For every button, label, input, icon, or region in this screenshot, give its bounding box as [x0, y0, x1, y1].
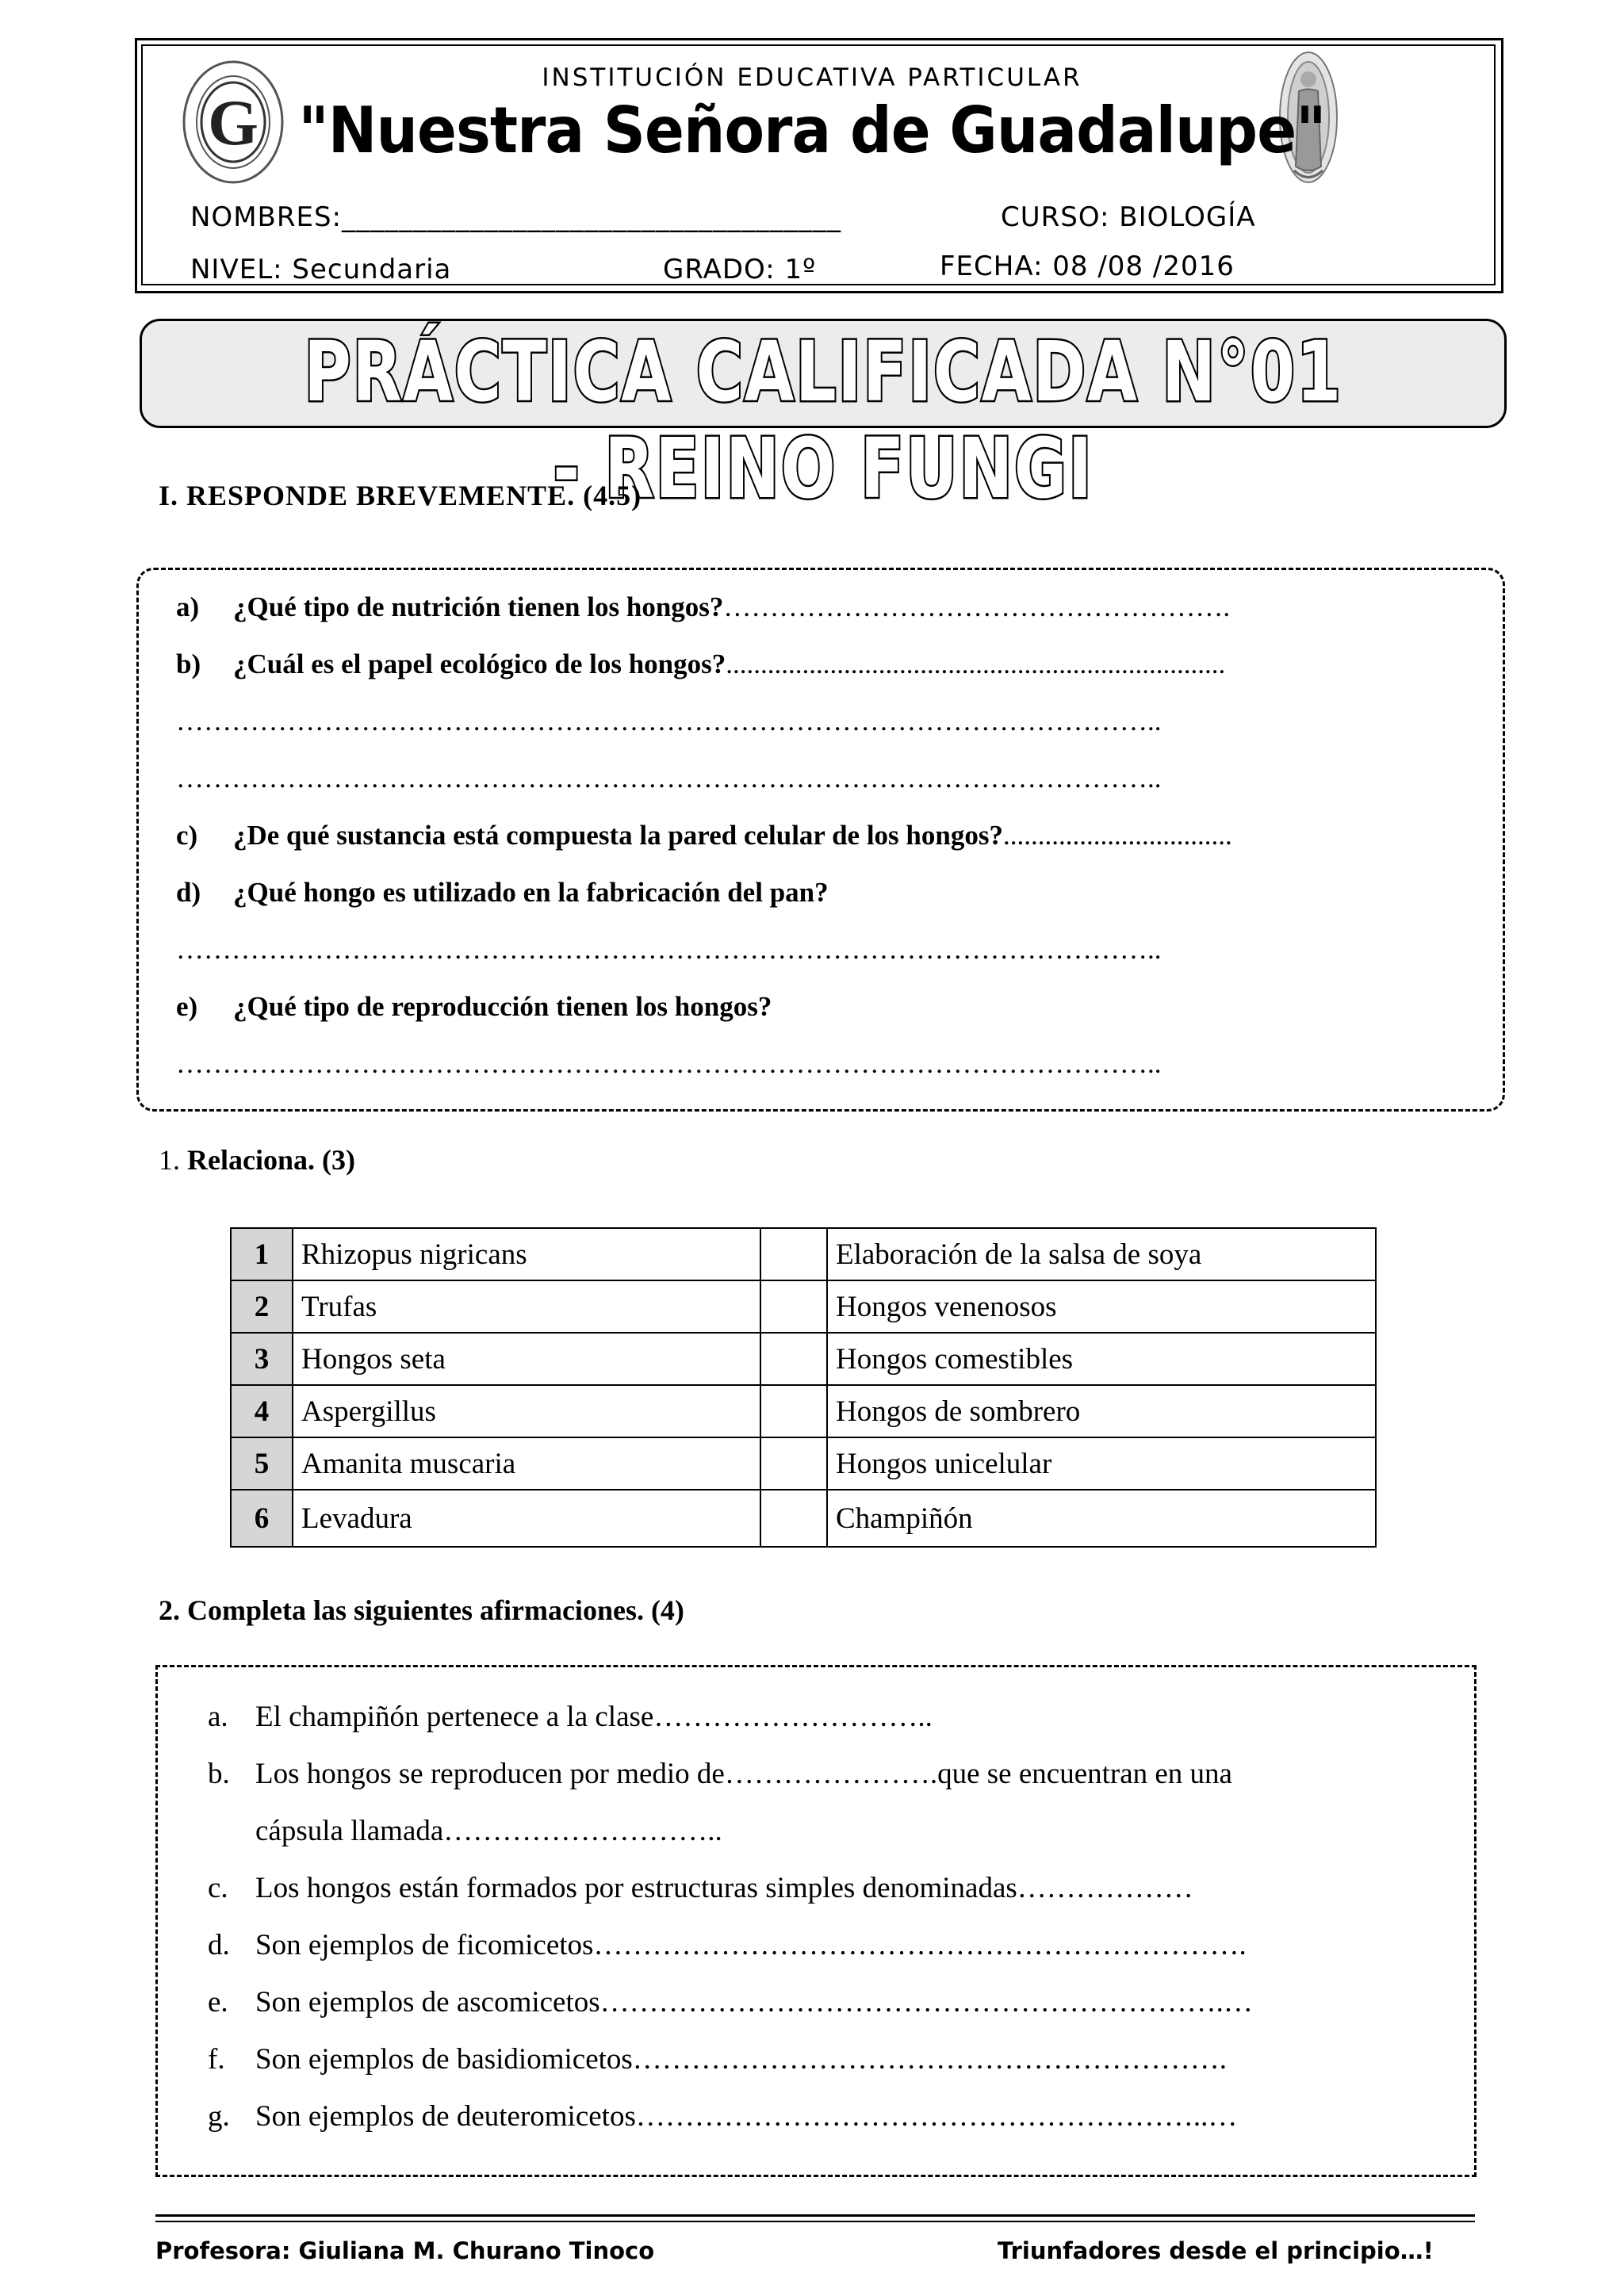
- row-number: 5: [231, 1437, 293, 1490]
- question-c-text: ¿De qué sustancia está compuesta la pared celular de los hongos?: [233, 820, 1003, 851]
- question-c-dots: .................................: [1002, 820, 1232, 851]
- question-e-text: ¿Qué tipo de reproducción tienen los hongos?: [233, 991, 772, 1022]
- matching-table: [230, 1227, 1377, 1548]
- question-a-dots: ……………………………………………….: [723, 591, 1231, 622]
- question-a-text: ¿Qué tipo de nutrición tienen los hongos?: [233, 591, 724, 622]
- school-name-text: "Nuestra Señora de Guadalupe": [298, 94, 1326, 167]
- left-term: Rhizopus nigricans: [293, 1228, 760, 1280]
- item-e-text: Son ejemplos de ascomicetos……………………………………………………….…: [255, 1986, 1253, 2019]
- institution-line: INSTITUCIÓN EDUCATIVA PARTICULAR: [542, 63, 1082, 92]
- answer-line: ……………………………………………………………………………………………..: [176, 1048, 1162, 1079]
- grado-label: GRADO:: [663, 254, 776, 285]
- table-row: [231, 1333, 1376, 1385]
- answer-cell[interactable]: [760, 1437, 827, 1490]
- question-c-marker: c): [176, 820, 198, 851]
- table-row: [231, 1228, 1376, 1280]
- page-title: PRÁCTICA CALIFICADA N°01 - REINO FUNGI: [304, 323, 1342, 517]
- table-row: [231, 1280, 1376, 1333]
- answer-cell[interactable]: [760, 1228, 827, 1280]
- right-term: Elaboración de la salsa de soya: [827, 1228, 1376, 1280]
- left-term: Aspergillus: [293, 1385, 760, 1437]
- curso-value: BIOLOGÍA: [1119, 201, 1256, 233]
- question-b: [233, 649, 1225, 680]
- row-number: 3: [231, 1333, 293, 1385]
- grado-value: 1º: [784, 254, 817, 285]
- curso-field: [1001, 201, 1256, 233]
- item-c-text: Los hongos están formados por estructuras simples denominadas………………: [255, 1872, 1193, 1904]
- section2-number: 1.: [159, 1144, 180, 1176]
- item-d-marker: d.: [208, 1929, 230, 1961]
- logo-letter: G: [208, 86, 259, 159]
- question-c: [233, 820, 1232, 851]
- item-b-marker: b.: [208, 1758, 230, 1790]
- answer-cell[interactable]: [760, 1385, 827, 1437]
- nivel-label: NIVEL:: [190, 254, 283, 285]
- question-b-text: ¿Cuál es el papel ecológico de los hongos?: [233, 649, 726, 679]
- item-f-text: Son ejemplos de basidiomicetos…………………………………………………….: [255, 2043, 1228, 2076]
- footer-divider: [155, 2214, 1475, 2217]
- right-term: Hongos venenosos: [827, 1280, 1376, 1333]
- question-a: [233, 591, 1230, 623]
- item-b-continuation: cápsula llamada………………………..: [255, 1815, 722, 1847]
- item-b-text: Los hongos se reproducen por medio de………………….que se encuentran en una: [255, 1758, 1232, 1790]
- item-f-marker: f.: [208, 2043, 225, 2076]
- nombres-field: NOMBRES:___________________________________: [190, 201, 841, 233]
- item-c-marker: c.: [208, 1872, 228, 1904]
- question-a-marker: a): [176, 591, 200, 622]
- section2-title: Relaciona. (3): [187, 1144, 355, 1176]
- left-term: Levadura: [293, 1490, 760, 1547]
- fecha-field: [940, 251, 1235, 282]
- right-term: Hongos unicelular: [827, 1437, 1376, 1490]
- nivel-field: [190, 254, 451, 285]
- item-a-text: El champiñón pertenece a la clase………………………..: [255, 1701, 933, 1733]
- footer-divider-thin: [155, 2221, 1475, 2222]
- left-term: Trufas: [293, 1280, 760, 1333]
- question-e-marker: e): [176, 991, 198, 1022]
- nivel-value: Secundaria: [292, 254, 452, 285]
- answer-line: ……………………………………………………………………………………………..: [176, 934, 1162, 965]
- row-number: 2: [231, 1280, 293, 1333]
- question-d-text: ¿Qué hongo es utilizado en la fabricación del pan?: [233, 877, 829, 908]
- right-term: Champiñón: [827, 1490, 1376, 1547]
- left-term: Hongos seta: [293, 1333, 760, 1385]
- question-b-marker: b): [176, 649, 201, 679]
- section3-heading: 2. Completa las siguientes afirmaciones. (4): [159, 1594, 684, 1626]
- answer-line: ……………………………………………………………………………………………..: [176, 706, 1162, 737]
- item-e-marker: e.: [208, 1986, 228, 2019]
- right-term: Hongos de sombrero: [827, 1385, 1376, 1437]
- right-term: Hongos comestibles: [827, 1333, 1376, 1385]
- section1-heading: I. RESPONDE BREVEMENTE. (4.5): [159, 480, 642, 511]
- row-number: 4: [231, 1385, 293, 1437]
- answer-cell[interactable]: [760, 1333, 827, 1385]
- item-g-text: Son ejemplos de deuteromicetos…………………………………………………..…: [255, 2100, 1238, 2133]
- fecha-label: FECHA:: [940, 251, 1044, 282]
- fecha-value: 08 /08 /2016: [1052, 251, 1235, 282]
- teacher-name: Profesora: Giuliana M. Churano Tinoco: [155, 2237, 655, 2264]
- school-name: [65, 94, 1559, 167]
- question-d-marker: d): [176, 877, 201, 908]
- item-a-marker: a.: [208, 1701, 228, 1733]
- table-row: [231, 1437, 1376, 1490]
- curso-label: CURSO:: [1001, 201, 1110, 233]
- question-b-dots: ........................................................................: [726, 649, 1226, 679]
- footer-motto: Triunfadores desde el principio…!: [998, 2237, 1434, 2264]
- item-g-marker: g.: [208, 2100, 230, 2133]
- answer-line: ……………………………………………………………………………………………..: [176, 763, 1162, 794]
- answer-cell[interactable]: [760, 1280, 827, 1333]
- left-term: Amanita muscaria: [293, 1437, 760, 1490]
- table-row: [231, 1385, 1376, 1437]
- grado-field: [663, 254, 816, 285]
- table-row: [231, 1490, 1376, 1547]
- row-number: 1: [231, 1228, 293, 1280]
- item-d-text: Son ejemplos de ficomicetos………………………………………………………….: [255, 1929, 1247, 1961]
- row-number: 6: [231, 1490, 293, 1547]
- answer-cell[interactable]: [760, 1490, 827, 1547]
- section2-heading: [159, 1143, 355, 1177]
